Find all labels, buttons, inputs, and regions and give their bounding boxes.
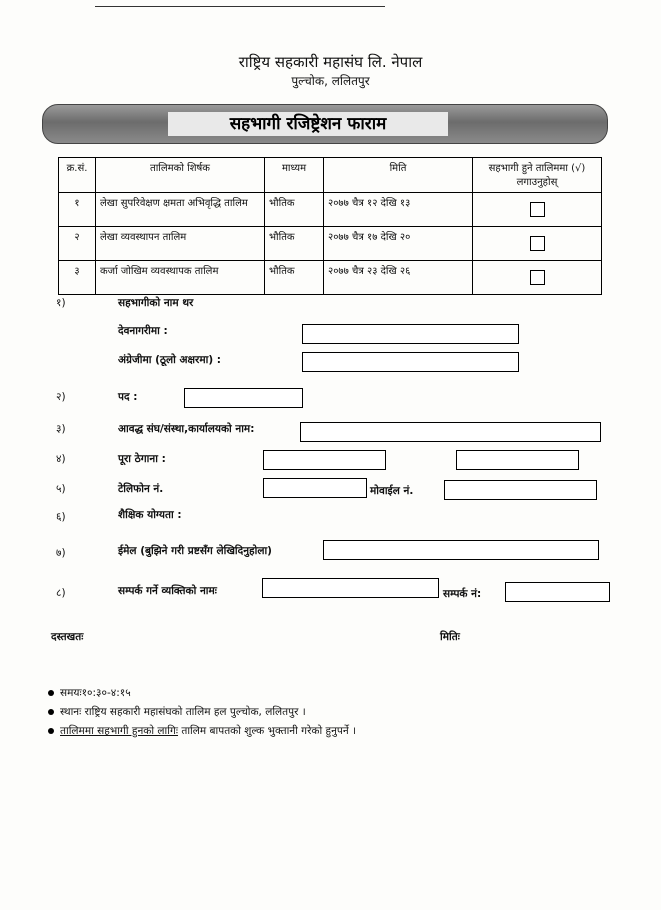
row-date: २०७७ चैत्र २३ देखि २६: [324, 261, 473, 295]
table-row: [59, 193, 602, 227]
bullet-icon: [48, 728, 54, 734]
row-sn: ३: [59, 261, 96, 295]
fee-heading: तालिममा सहभागी हुनको लागिः: [60, 725, 179, 737]
row-date: २०७७ चैत्र १७ देखि २०: [324, 227, 473, 261]
field-number-7: ७): [56, 547, 66, 559]
participant-name-label: सहभागीको नाम थर: [118, 297, 194, 309]
date-label: मितिः: [440, 631, 460, 643]
english-name-field[interactable]: [302, 352, 519, 372]
bullet-icon: [48, 690, 54, 696]
top-rule: [95, 6, 385, 7]
training-table: [58, 157, 602, 295]
post-field[interactable]: [184, 388, 303, 408]
col-header-select: सहभागी हुने तालिममा (√) लगाउनुहोस्: [473, 158, 602, 193]
mobile-field[interactable]: [444, 480, 597, 500]
venue-text: स्थानः राष्ट्रिय सहकारी महासंघको तालिम हल पुल्चोक, ललितपुर ।: [60, 706, 306, 718]
field-number-6: ६): [56, 511, 66, 523]
note-time: [48, 686, 131, 700]
row-select-cell: [473, 193, 602, 227]
col-header-title: तालिमको शिर्षक: [96, 158, 265, 193]
organization-address: पुल्चोक, ललितपुर: [291, 74, 370, 88]
row-date: २०७७ चैत्र १२ देखि १३: [324, 193, 473, 227]
table-row: [59, 227, 602, 261]
row-sn: १: [59, 193, 96, 227]
contact-number-field[interactable]: [505, 582, 610, 602]
mobile-label: मोवाईल नं.: [370, 485, 414, 497]
signature-label: दस्तखतः: [51, 631, 84, 643]
organization-label: आवद्ध संघ/संस्था,कार्यालयको नाम:: [118, 423, 255, 435]
note-fee: [48, 724, 356, 738]
english-label: अंग्रेजीमा (ठूलो अक्षरमा) :: [118, 354, 221, 366]
row-title: कर्जा जोखिम व्यवस्थापक तालिम: [96, 261, 265, 295]
devanagari-name-field[interactable]: [302, 324, 519, 344]
row-title: लेखा व्यवस्थापन तालिम: [96, 227, 265, 261]
organization-field[interactable]: [300, 422, 601, 442]
telephone-label: टेलिफोन नं.: [118, 483, 164, 495]
row-mode: भौतिक: [265, 261, 324, 295]
contact-person-label: सम्पर्क गर्ने व्यक्तिको नामः: [118, 585, 217, 597]
email-label: ईमेल (बुझिने गरी प्रष्टसँग लेखिदिनुहोला): [118, 545, 272, 557]
row-select-cell: [473, 227, 602, 261]
col-header-date: मिति: [324, 158, 473, 193]
field-number-2: २): [56, 391, 66, 403]
telephone-field[interactable]: [263, 478, 367, 498]
col-header-mode: माध्यम: [265, 158, 324, 193]
bullet-icon: [48, 709, 54, 715]
contact-person-field[interactable]: [262, 578, 439, 598]
address-field-1[interactable]: [263, 450, 386, 470]
col-header-sn: क्र.सं.: [59, 158, 96, 193]
training-checkbox[interactable]: [530, 270, 545, 285]
field-number-3: ३): [56, 423, 66, 435]
time-text: समयः१०:३०-४:१५: [60, 687, 131, 699]
post-label: पद :: [118, 391, 138, 403]
training-checkbox[interactable]: [530, 202, 545, 217]
row-mode: भौतिक: [265, 193, 324, 227]
row-title: लेखा सुपरिवेक्षण क्षमता अभिवृद्धि तालिम: [96, 193, 265, 227]
row-mode: भौतिक: [265, 227, 324, 261]
address-label: पूरा ठेगाना :: [118, 453, 166, 465]
organization-name: राष्ट्रिय सहकारी महासंघ लि. नेपाल: [238, 53, 423, 71]
field-number-1: १): [56, 297, 66, 309]
field-number-4: ४): [56, 453, 66, 465]
email-field[interactable]: [323, 540, 599, 560]
form-title: सहभागी रजिष्ट्रेशन फाराम: [168, 112, 448, 136]
training-checkbox[interactable]: [530, 236, 545, 251]
devanagari-label: देवनागरीमा :: [118, 325, 168, 337]
row-sn: २: [59, 227, 96, 261]
field-number-8: ८): [56, 587, 66, 599]
education-label: शैक्षिक योग्यता :: [118, 509, 182, 521]
contact-number-label: सम्पर्क नं:: [443, 588, 482, 600]
address-field-2[interactable]: [456, 450, 579, 470]
fee-text: तालिम बापतको शुल्क भुक्तानी गरेको हुनुपर्ने ।: [178, 725, 357, 737]
note-venue: [48, 705, 306, 719]
table-header-row: [59, 158, 602, 193]
row-select-cell: [473, 261, 602, 295]
field-number-5: ५): [56, 483, 66, 495]
table-row: [59, 261, 602, 295]
